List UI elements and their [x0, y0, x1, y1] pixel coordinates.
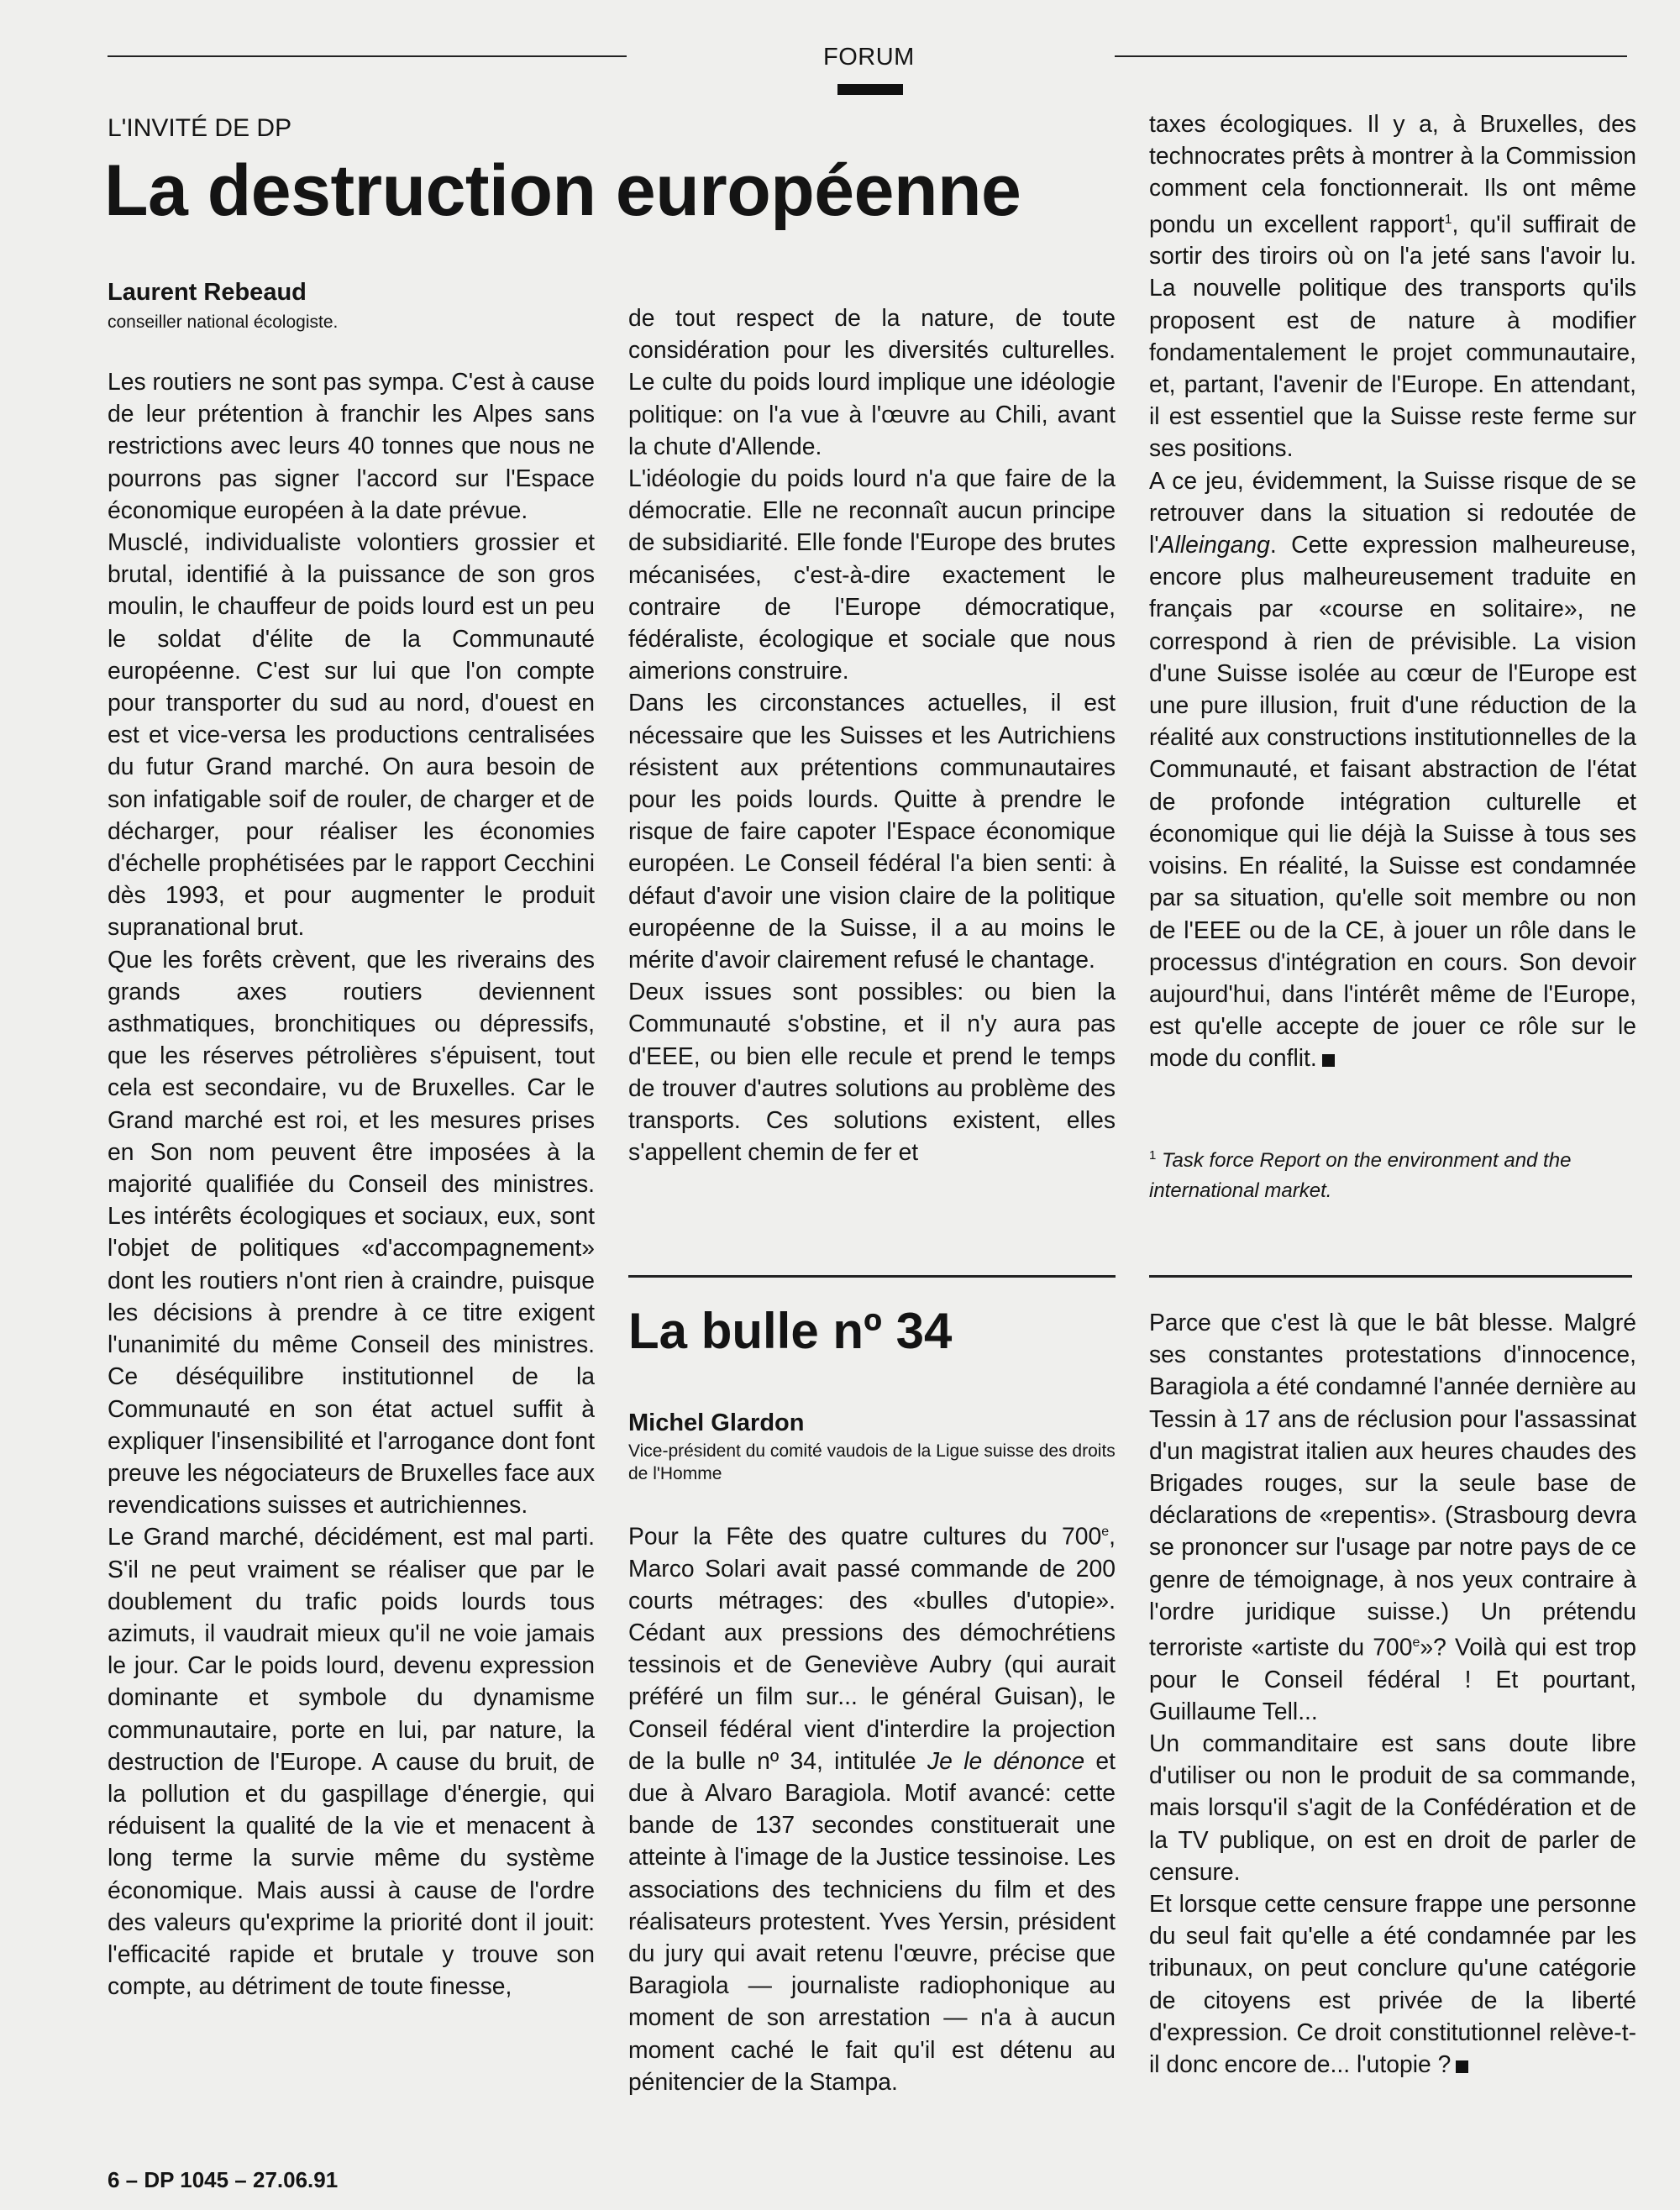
- article-column-2: [628, 302, 1116, 1168]
- paragraph: Un commanditaire est sans doute libre d'utiliser ou non le produit de sa commande, mais lorsqu'il s'agit de la Confédération et de la TV publique, on est en droit de parler de censure.: [1149, 1730, 1636, 1885]
- end-of-article-mark: [1456, 2060, 1468, 2073]
- page-footer: 6 – DP 1045 – 27.06.91: [108, 2167, 339, 2192]
- article-title: La bulle nº 34: [628, 1303, 953, 1359]
- paragraph: Musclé, individualiste volontiers grossier et brutal, identifié à la puissance de son gros moulin, le chauffeur de poids lourd est un peu le soldat d'élite de la Communauté européenne. C'est sur lui que l'on compte pour transporter du sud au nord, d'ouest en est et vice-versa les productions centralisées du futur Grand marché. On aura besoin de son infatigable soif de rouler, de charger et de décharger, pour réaliser les économies d'échelle prophétisées par le rapport Cecchini dès 1993, et pour augmenter le produit supranational brut.: [108, 528, 595, 941]
- article-column-1: [108, 365, 595, 2002]
- paragraph: Parce que c'est là que le bât blesse. Malgré ses constantes protestations d'innocence, Baragiola a été condamné l'année dernière au Tessin à 17 ans de réclusion pour l'assassinat d'un magistrat italien aux heures chaudes des Brigades rouges, sur la seule base de déclarations de «repentis». (Strasbourg devra se prononcer sur l'usage par notre pays de ce genre de témoignage, à nos yeux contraire à l'ordre juridique suisse.) Un prétendu terroriste «artiste du 700e»? Voilà qui est trop pour le Conseil fédéral ! Et pourtant, Guillaume Tell...: [1149, 1309, 1636, 1724]
- article-kicker: L'INVITÉ DE DP: [108, 114, 292, 142]
- section-divider: [1149, 1275, 1632, 1278]
- article-column-2b: [628, 1516, 1116, 2097]
- article-column-3b: [1149, 1306, 1636, 2080]
- paragraph: Dans les circonstances actuelles, il est nécessaire que les Suisses et les Autrichiens résistent aux prétentions communautaires pour les poids lourds. Quitte à prendre le risque de faire capoter l'Espace économique européen. Le Conseil fédéral l'a bien senti: à défaut d'avoir une vision claire de la politique européenne de la Suisse, il a au moins le mérite d'avoir clairement refusé le chantage.: [628, 689, 1116, 974]
- article-author: Laurent Rebeaud: [108, 279, 307, 306]
- paragraph: Le Grand marché, décidément, est mal parti. S'il ne peut vraiment se réaliser que par le doublement du trafic poids lourds tous azimuts, il vaudrait mieux qu'il ne voie jamais le jour. Car le poids lourd, devenu expression dominante et symbole du dynamisme communautaire, porte en lui, par nature, la destruction de l'Europe. A cause du bruit, de la pollution et du gaspillage d'énergie, qui réduisent la qualité de la vie et menacent à long terme la survie même du système économique. Mais aussi à cause de l'ordre des valeurs qu'exprime la priorité dont il jouit: l'efficacité rapide et brutale y trouve son compte, au détriment de toute finesse,: [108, 1523, 595, 2000]
- paragraph: de tout respect de la nature, de toute considération pour les diversités culturelles. Le culte du poids lourd implique une idéologie politique: on l'a vue à l'œuvre au Chili, avant la chute d'Allende.: [628, 304, 1116, 459]
- header-rule-right: [1115, 55, 1627, 57]
- article-author: Michel Glardon: [628, 1409, 805, 1436]
- paragraph: Deux issues sont possibles: ou bien la Communauté s'obstine, et il n'y aura pas d'EEE, ou bien elle recule et prend le temps de trouver d'autres solutions au problème des transports. Ces solutions existent, elles s'appellent chemin de fer et: [628, 978, 1116, 1166]
- paragraph: Que les forêts crèvent, que les riverains des grands axes routiers deviennent asthmatiques, bronchitiques ou dépressifs, que les réserves pétrolières s'épuisent, tout cela est secondaire, vu de Bruxelles. Car le Grand marché est roi, et les mesures prises en Son nom peuvent être imposées à la majorité qualifiée du Conseil des ministres. Les intérêts écologiques et sociaux, eux, sont l'objet de politiques «d'accompagnement» dont les routiers n'ont rien à craindre, puisque les décisions à prendre à ce titre exigent l'unanimité du même Conseil des ministres. Ce déséquilibre institutionnel de la Communauté en son état actuel suffit à expliquer l'insensibilité et l'arrogance dont font preuve les négociateurs de Bruxelles face aux revendications suisses et autrichiennes.: [108, 945, 595, 1519]
- paragraph: taxes écologiques. Il y a, à Bruxelles, des technocrates prêts à montrer à la Commission comment cela fonctionnerait. Ils ont même pondu un excellent rapport$^1$, qu'il suffirait de sortir des tiroirs où on l'a jeté sans l'avoir lu. La nouvelle politique des transports qu'ils proposent est de nature à modifier fondamentalement le projet communautaire, et, partant, l'avenir de l'Europe. En attendant, il est essentiel que la Suisse reste ferme sur ses positions.: [1149, 110, 1636, 462]
- article-author-role: Vice-président du comité vaudois de la Ligue suisse des droits de l'Homme: [628, 1441, 1116, 1484]
- paragraph: Et lorsque cette censure frappe une personne du seul fait qu'elle a été condamnée par les tribunaux, on peut conclure qu'une catégorie de citoyens est privée de la liberté d'expression. Ce droit constitutionnel relève-t-il donc encore de... l'utopie ?: [1149, 1890, 1636, 2078]
- footnote: $^1$ Task force Report on the environment and the international market.: [1149, 1148, 1572, 1202]
- section-marker-bar: [837, 84, 903, 95]
- article-column-3: [1149, 108, 1636, 1074]
- header-rule-left: [108, 55, 627, 57]
- end-of-article-mark: [1322, 1054, 1335, 1067]
- paragraph: A ce jeu, évidemment, la Suisse risque de se retrouver dans la situation si redoutée de l'Alleingang. Cette expression malheureuse, encore plus malheureusement traduite en français par «course en solitaire», ne correspond à rien de prévisible. La vision d'une Suisse isolée au cœur de l'Europe est une pure illusion, fruit d'une réduction de la réalité aux constructions institutionnelles de la Communauté, et faisant abstraction de l'état de profonde intégration culturelle et économique qui lie déjà la Suisse à tous ses voisins. En réalité, la Suisse est condamnée par sa situation, qu'elle soit membre ou non de l'EEE ou de la CE, à jouer un rôle dans le processus d'intégration en cours. Son devoir aujourd'hui, dans l'intérêt même de l'Europe, est qu'elle accepte de jouer ce rôle sur le mode du conflit.: [1149, 466, 1636, 1072]
- section-label: FORUM: [823, 44, 915, 71]
- paragraph: Pour la Fête des quatre cultures du 700e, Marco Solari avait passé commande de 200 courts métrages: des «bulles d'utopie». Cédant aux pressions des démochrétiens tessinois et de Geneviève Aubry (qui aurait préféré un film sur... le général Guisan), le Conseil fédéral vient d'interdire la projection de la bulle nº 34, intitulée Je le dénonce et due à Alvaro Baragiola. Motif avancé: cette bande de 137 secondes constituerait une atteinte à l'image de la Justice tessinoise. Les associations des techniciens du film et des réalisateurs protestent. Yves Yersin, président du jury qui avait retenu l'œuvre, précise que Baragiola — journaliste radiophonique au moment de son arrestation — n'a à aucun moment caché le fait qu'il est détenu au pénitencier de la Stampa.: [628, 1522, 1116, 2095]
- paragraph: Les routiers ne sont pas sympa. C'est à cause de leur prétention à franchir les Alpes sans restrictions avec leurs 40 tonnes que nous ne pourrons pas signer l'accord sur l'Espace économique européen à la date prévue.: [108, 368, 595, 523]
- paragraph: L'idéologie du poids lourd n'a que faire de la démocratie. Elle ne reconnaît aucun principe de subsidiarité. Elle fonde l'Europe des brutes mécanisées, c'est-à-dire exactement le contraire de l'Europe démocratique, fédéraliste, écologique et sociale que nous aimerions construire.: [628, 465, 1116, 685]
- footnote-reference: 1: [1444, 212, 1452, 227]
- section-divider: [628, 1275, 1116, 1278]
- article-title: La destruction européenne: [104, 150, 1021, 231]
- article-author-role: conseiller national écologiste.: [108, 312, 339, 332]
